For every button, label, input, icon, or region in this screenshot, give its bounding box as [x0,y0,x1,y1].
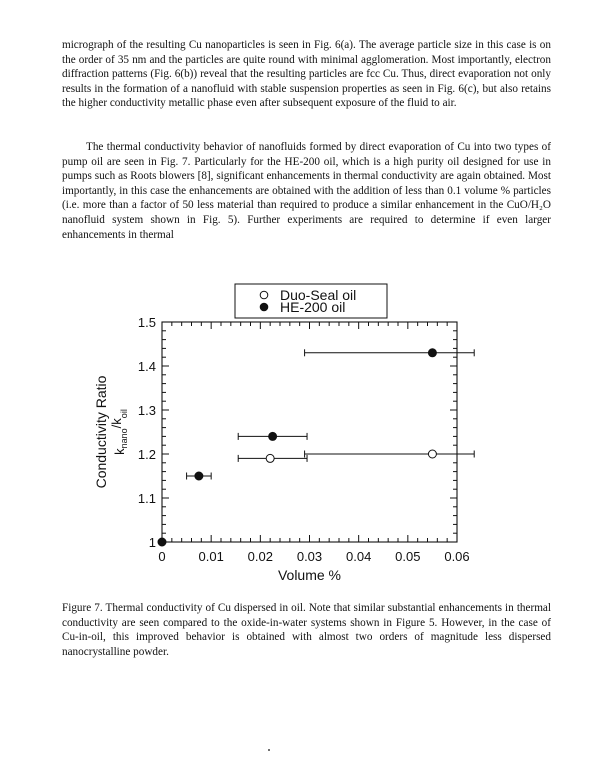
x-tick-label: 0.01 [198,549,224,564]
y-axis-label: Conductivity Ratio [93,375,109,489]
x-tick-label: 0.02 [247,549,273,564]
x-tick-label: 0.04 [346,549,372,564]
data-point-he-200 [195,472,203,480]
x-axis-label: Volume % [277,567,342,583]
legend-label: Duo-Seal oil [280,287,357,303]
x-tick-label: 0.03 [296,549,323,564]
data-point-he-200 [269,432,277,440]
data-point-origin [158,538,166,546]
y-axis-ratio-label: $k_{nano}/k_{oil}$ [109,409,129,455]
y-tick-label: 1.4 [137,359,156,374]
y-tick-label: 1.3 [137,403,156,418]
legend-marker-filled [260,303,268,311]
data-point-he-200 [428,349,436,357]
legend-marker-open [260,291,268,299]
page-mark [268,749,270,751]
y-tick-label: 1.1 [137,491,156,506]
legend-label: HE-200 oil [280,299,346,315]
x-tick-label: 0 [158,549,166,564]
figure-caption: Figure 7. Thermal conductivity of Cu dispersed in oil. Note that similar substantial enhancements in thermal conductivity are seen compared to the oxide-in-water systems shown in Figure 5. However, in the case of Cu-in-oil, this improved behavior is obtained with almost two orders of magnitude less dispersed nanocrystalline powder. [62,602,551,658]
plot-frame [162,322,457,542]
data-point-duo-seal [266,454,274,462]
y-tick-label: 1.5 [137,315,156,330]
body-paragraph-1: micrograph of the resulting Cu nanoparticles is seen in Fig. 6(a). The average particle size in this case is on the order of 35 nm and the particles are quite round with minimal agglomeration. Most importantly, electron diffraction patterns (Fig. 6(b)) reveal that the resulting particles are fcc Cu. Thus, direct evaporation not only results in the formation of a nanofluid with stable suspension properties as seen in Fig. 6(c), but also retains the higher conductivity metallic phase even after subsequent exposure of the fluid to air. [62,39,551,110]
body-paragraph-2: The thermal conductivity behavior of nanofluids formed by direct evaporation of Cu into two types of pump oil are seen in Fig. 7. Particularly for the HE-200 oil, which is a high purity oil designed for use in pumps such as Roots blowers [8], significant enhancements in thermal conductivity are again obtained. Most importantly, in this case the enhancements are obtained with the addition of less than 0.1 volume % particles (i.e. more than a factor of 50 less material than required to produce a similar enhancement in the CuO/H₂O nanofluid system shown in Fig. 5). Further experiments are required to determine if even larger enhancements in thermal [62,141,551,241]
x-tick-label: 0.06 [444,549,470,564]
x-tick-label: 0.05 [395,549,421,564]
y-tick-label: 1.2 [137,447,156,462]
y-tick-label: 1 [148,535,156,550]
data-point-duo-seal [428,450,436,458]
